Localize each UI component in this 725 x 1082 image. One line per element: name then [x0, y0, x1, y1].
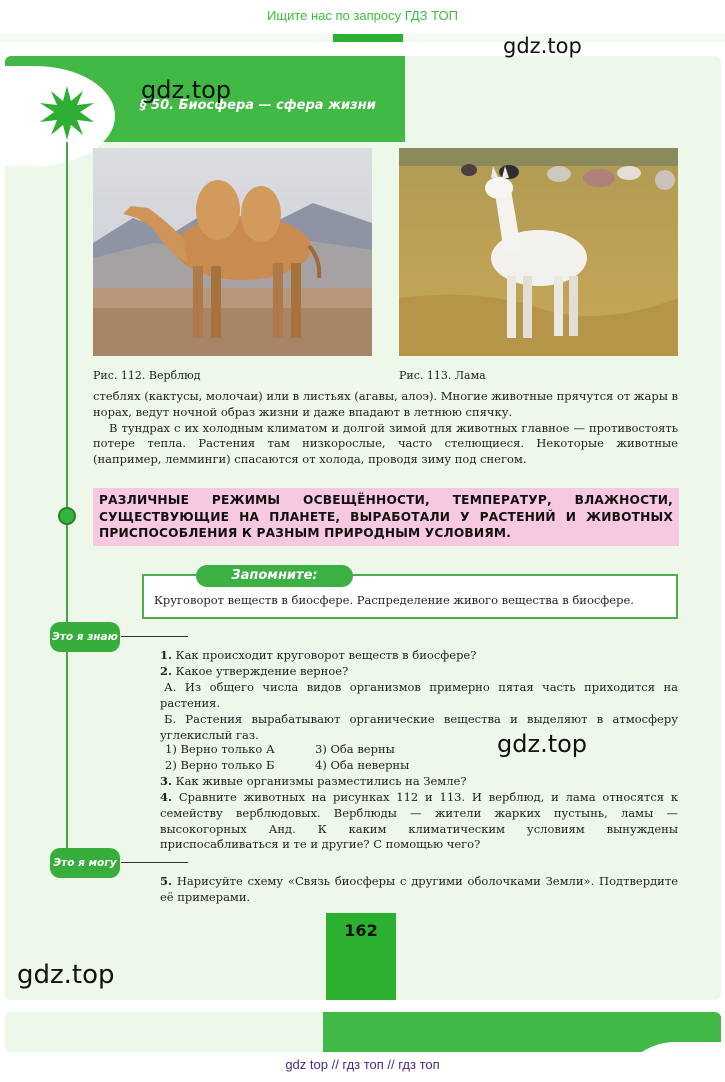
key-statement-text: РАЗЛИЧНЫЕ РЕЖИМЫ ОСВЕЩЁННОСТИ, ТЕМПЕРАТУР, ВЛАЖНОСТИ, СУЩЕСТВУЮЩИЕ НА ПЛАНЕТЕ, ВЫРАБОТАЛИ У РАСТЕНИЙ И ЖИВОТНЫХ ПРИСПОСОБЛЕНИЯ К РАЗНЫМ ПРИРОДНЫМ УСЛОВИЯМ.	[99, 493, 673, 540]
option-3: 3) Оба верны	[315, 742, 395, 756]
badge-know-rule	[121, 636, 188, 637]
key-statement	[93, 488, 679, 546]
bottom-bar	[0, 1052, 725, 1082]
watermark: gdz.top	[141, 76, 232, 104]
body-text	[93, 389, 678, 468]
remember-label: Запомните:	[196, 565, 353, 587]
badge-i-know: Это я знаю	[50, 622, 120, 652]
answer-options-row-1	[165, 742, 465, 758]
question-4-text: Сравните животных на рисунках 112 и 113. И верблюд, и лама относятся к семейству верблюдовых. Верблюды — жители жарких пустынь, ламы — высокогорных Анд. К каким климатическим условиям вынуждены приспосабливаться и те и другие? С помощью чего?	[160, 790, 679, 852]
paragraph-2: В тундрах с их холодным климатом и долгой зимой для животных главное — противостоять потере тепла. Растения там низкорослые, часто стелющиеся. Некоторые животные (например, лемминги) спасаются от холода, проводя зиму под снегом.	[93, 420, 678, 467]
paragraph-1: стеблях (кактусы, молочаи) или в листьях (агавы, алоэ). Многие животные прячутся от жары в норах, ведут ночной образ жизни и даже впадают в летнюю спячку.	[93, 389, 678, 419]
question-2-text: Какое утверждение верное?	[175, 664, 349, 678]
statement-b: Б. Растения вырабатывают органические вещества и выделяют в атмосферу углекислый газ.	[160, 712, 678, 742]
question-1-number: 1.	[160, 648, 173, 662]
question-3-number: 3.	[160, 774, 173, 788]
figure-caption-llama: Рис. 113. Лама	[399, 369, 486, 382]
figure-caption-camel: Рис. 112. Верблюд	[93, 369, 201, 382]
section-title: § 50. Биосфера — сфера жизни	[140, 98, 376, 113]
question-4-number: 4.	[160, 790, 173, 804]
camel-photo	[93, 148, 372, 356]
question-5	[160, 874, 678, 906]
header-band	[5, 56, 721, 142]
bottom-links[interactable]: gdz top // гдз топ // гдз топ	[285, 1057, 440, 1072]
star-icon	[40, 86, 94, 140]
badge-i-can: Это я могу	[50, 848, 120, 878]
question-3-text: Как живые организмы разместились на Земле?	[175, 774, 467, 788]
watermark: gdz.top	[497, 730, 588, 758]
question-4	[160, 790, 678, 853]
prev-page-strip	[0, 34, 725, 42]
top-bar	[0, 0, 725, 34]
option-1: 1) Верно только А	[165, 742, 275, 756]
question-3	[160, 774, 678, 790]
option-4: 4) Оба неверны	[315, 758, 410, 772]
llama-photo	[399, 148, 678, 356]
question-1-text: Как происходит круговорот веществ в биосфере?	[175, 648, 477, 662]
page-number: 162	[326, 913, 396, 1000]
textbook-page	[5, 56, 721, 1000]
badge-can-rule	[121, 862, 188, 863]
question-5-text: Нарисуйте схему «Связь биосферы с другими оболочками Земли». Подтвердите её примерами.	[160, 874, 679, 904]
remember-text: Круговорот веществ в биосфере. Распределение живого вещества в биосфере.	[154, 593, 634, 607]
answer-options-row-2	[165, 758, 465, 774]
next-page-strip	[5, 1012, 721, 1052]
prev-page-tab	[333, 34, 403, 42]
question-1	[160, 648, 678, 664]
top-search-link[interactable]: Ищите нас по запросу ГДЗ ТОП	[267, 8, 458, 23]
question-2-number: 2.	[160, 664, 173, 678]
option-2: 2) Верно только Б	[165, 758, 275, 772]
margin-line	[66, 142, 68, 862]
statement-a: А. Из общего числа видов организмов примерно пятая часть приходится на растения.	[160, 680, 678, 710]
question-2	[160, 664, 678, 680]
watermark: gdz.top	[503, 34, 582, 58]
watermark: gdz.top	[17, 960, 115, 990]
margin-dot	[58, 507, 76, 525]
question-5-number: 5.	[160, 874, 173, 888]
